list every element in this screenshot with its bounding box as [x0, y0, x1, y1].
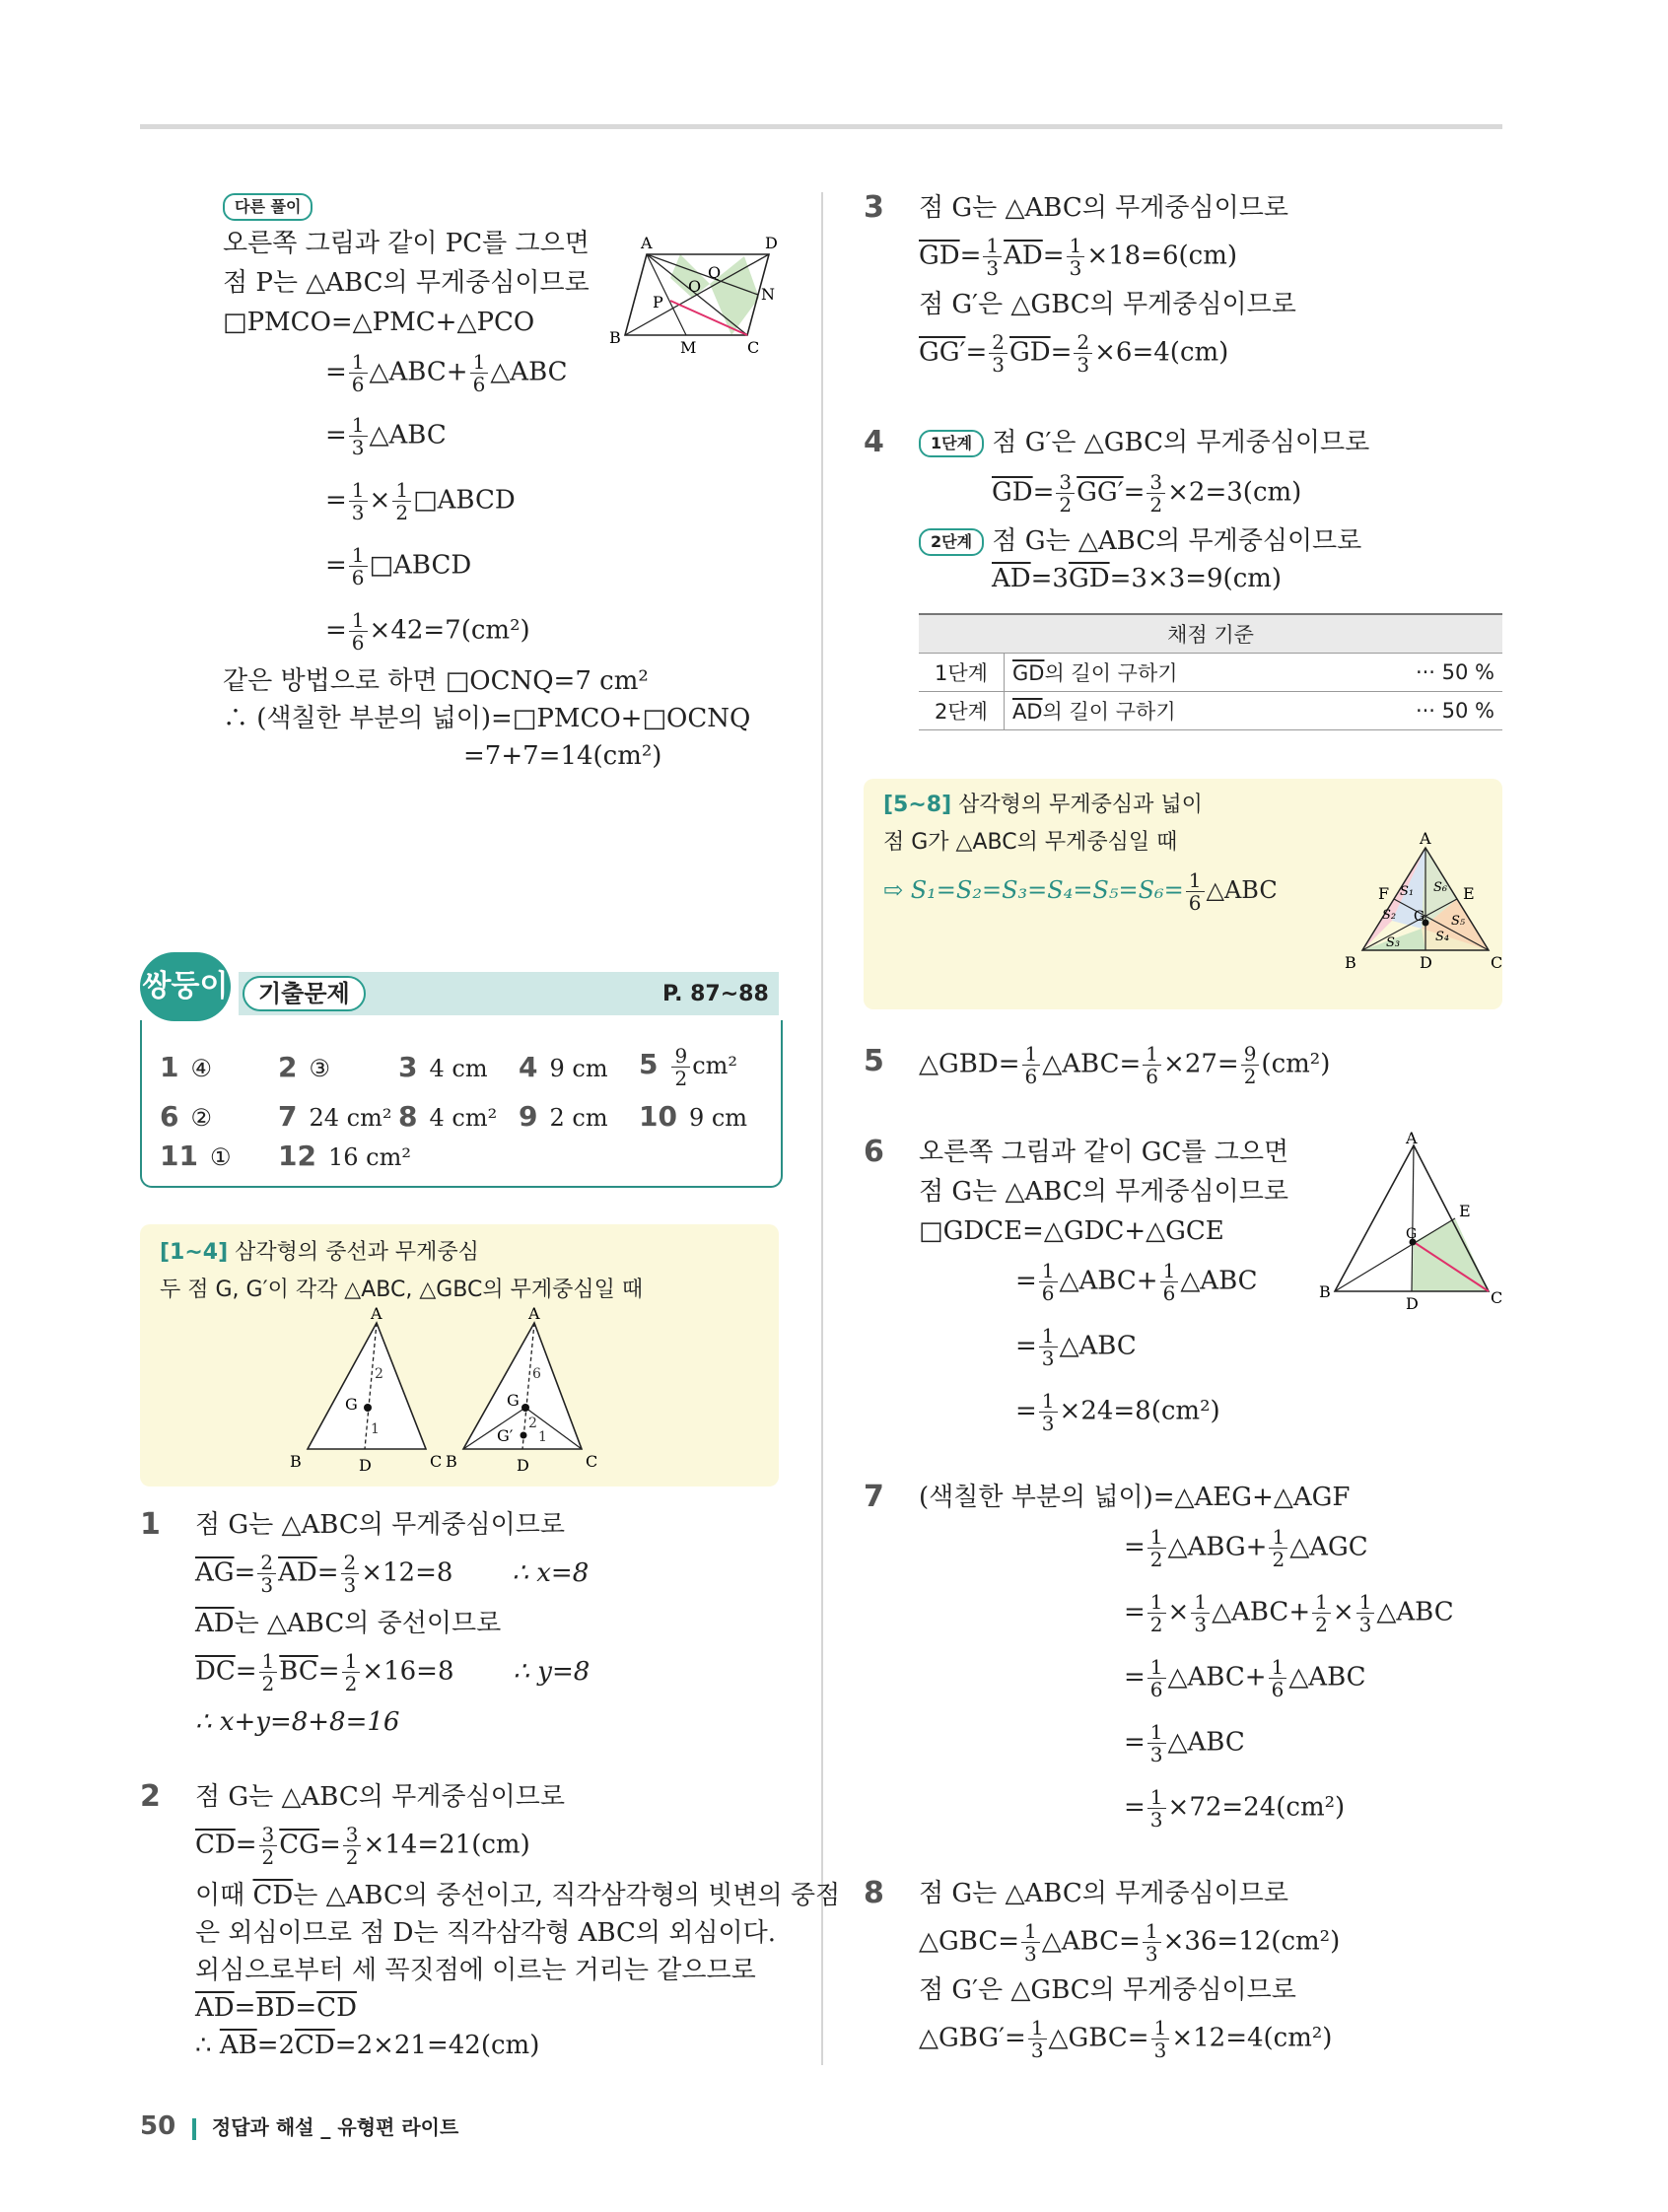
- fig3-label-d: D: [1420, 953, 1432, 972]
- scoring-row-2-text: $\overline{AD}$의 길이 구하기: [1005, 692, 1399, 730]
- triangle-abc-1: [308, 1323, 426, 1449]
- label-d: D: [765, 234, 778, 252]
- p8-line-3: 점 G′은 △GBC의 무게중심이므로: [919, 1975, 1296, 2005]
- summary-box-1-4-desc: 두 점 G, G′이 각각 △ABC, △GBC의 무게중심일 때: [160, 1278, 644, 1302]
- point-g-1: [364, 1404, 372, 1412]
- alt-line-9: 같은 방법으로 하면 □OCNQ=7 cm²: [223, 666, 649, 696]
- p7-line-6: = $\frac{1}{3}$ ×72=24(cm²): [1124, 1785, 1346, 1832]
- column-divider: [821, 192, 823, 2065]
- section-title: 기출문제: [243, 976, 366, 1011]
- p1-line-5: ∴ x+y=8+8=16: [195, 1707, 400, 1737]
- p1-line-2: $\overline{AG}=$ $\frac{2}{3}$ $\overline{AD}=$ $\frac{2}{3}$ ×12=8 ∴ x=8: [195, 1551, 590, 1597]
- answer-12: 12 16 cm²: [278, 1140, 411, 1172]
- answer-5: 5 $\frac{9}{2}$ cm²: [639, 1044, 738, 1090]
- triangle-abc-2: [463, 1323, 582, 1449]
- fig4-label-e: E: [1459, 1202, 1471, 1220]
- fig2-ratio-6: 6: [532, 1366, 541, 1382]
- centroid-figures: [268, 1304, 623, 1477]
- alt-line-5: = $\frac{1}{3}$ △ABC: [325, 413, 447, 459]
- fig2-ratio-1: 1: [538, 1429, 547, 1445]
- p2-line-4: 은 외심이므로 점 D는 직각삼각형 ABC의 외심이다.: [195, 1918, 777, 1948]
- parallelogram-figure: [601, 227, 799, 355]
- fig2-label-a: A: [528, 1304, 540, 1323]
- p4-step2-calc: $\overline{AD}=3\overline{GD}=3\times 3=9(cm)$: [992, 564, 1283, 593]
- fig3-label-s3: S₃: [1386, 935, 1401, 950]
- p4-step2: 2단계 점 G는 △ABC의 무게중심이므로: [919, 522, 1361, 560]
- p7-line-3: = $\frac{1}{2}$ × $\frac{1}{3}$ △ABC+ $\frac{1}{2}$ × $\frac{1}{3}$ △ABC: [1124, 1590, 1454, 1636]
- summary-box-5-8-title: [5~8] 삼각형의 무게중심과 넓이: [883, 793, 1203, 817]
- top-rule: [140, 124, 1502, 129]
- fig1-label-a: A: [371, 1304, 382, 1323]
- alt-line-7: = $\frac{1}{6}$ □ABCD: [325, 543, 472, 589]
- fig4-label-b: B: [1319, 1282, 1331, 1301]
- summary-box-1-4-title: [1~4] 삼각형의 중선과 무게중심: [160, 1240, 479, 1265]
- fig1-label-b: B: [290, 1452, 302, 1471]
- answer-11: 11 ①: [160, 1140, 232, 1172]
- alt-line-1: 오른쪽 그림과 같이 PC를 그으면: [223, 229, 590, 258]
- p8-line-1: 점 G는 △ABC의 무게중심이므로: [919, 1879, 1288, 1908]
- label-m: M: [680, 338, 697, 357]
- scoring-row-1-text: $\overline{GD}$의 길이 구하기: [1005, 654, 1399, 692]
- problem-1-number: 1: [140, 1507, 161, 1542]
- twin-logo: 쌍둥이: [140, 952, 231, 1021]
- fig3-label-s5: S₅: [1451, 914, 1466, 929]
- summary-box-5-8-formula: ⇨ S₁=S₂=S₃=S₄=S₅=S₆= $\frac{1}{6}$ △ABC: [883, 868, 1278, 915]
- p6-line-1: 오른쪽 그림과 같이 GC를 그으면: [919, 1138, 1289, 1167]
- p4-step1-calc: $\overline{GD}=$ $\frac{3}{2}$ GG′= $\frac{3}{2}$ ×2=3(cm): [992, 470, 1302, 517]
- p7-line-5: = $\frac{1}{3}$ △ABC: [1124, 1720, 1245, 1766]
- scoring-table-title: 채점 기준: [919, 614, 1502, 654]
- problem-3-number: 3: [864, 190, 884, 225]
- p4-step1: 1단계 점 G′은 △GBC의 무게중심이므로: [919, 424, 1369, 461]
- label-a: A: [641, 234, 653, 252]
- alt-line-6: = $\frac{1}{3}$ × $\frac{1}{2}$ □ABCD: [325, 478, 516, 524]
- summary-box-1-4: [140, 1224, 779, 1486]
- p1-line-1: 점 G는 △ABC의 무게중심이므로: [195, 1510, 565, 1540]
- p6-line-4: = $\frac{1}{6}$ △ABC+ $\frac{1}{6}$ △ABC: [1015, 1259, 1258, 1305]
- fig3-label-s2: S₂: [1382, 908, 1397, 923]
- alt-line-4: = $\frac{1}{6}$ △ABC+ $\frac{1}{6}$ △ABC: [325, 350, 568, 396]
- page-footer: [140, 2111, 458, 2142]
- problem-6-number: 6: [864, 1135, 884, 1169]
- p2-line-6: $\overline{AD}=\overline{BD}=\overline{CD}$: [195, 1993, 357, 2023]
- alt-line-3: □PMCO=△PMC+△PCO: [223, 308, 535, 337]
- fig4-label-c: C: [1491, 1288, 1503, 1307]
- p2-line-7: ∴ $\overline{AB}=2\overline{CD}=2\times 21=42(cm)$: [195, 2031, 540, 2060]
- alt-line-10: ∴ (색칠한 부분의 넓이)=□PMCO+□OCNQ: [223, 704, 751, 733]
- answer-4: 4 9 cm: [519, 1051, 608, 1083]
- fig3-label-s4: S₄: [1435, 930, 1450, 944]
- p6-line-6: = $\frac{1}{3}$ ×24=8(cm²): [1015, 1389, 1220, 1435]
- problem-8-number: 8: [864, 1876, 884, 1910]
- fig3-label-f: F: [1378, 884, 1390, 903]
- section-pages: P. 87~88: [662, 982, 769, 1006]
- fig3-label-s6: S₆: [1433, 880, 1448, 895]
- p7-line-2: = $\frac{1}{2}$ △ABG+ $\frac{1}{2}$ △AGC: [1124, 1525, 1368, 1571]
- fig3-label-g: G: [1414, 909, 1425, 925]
- alt-line-2: 점 P는 △ABC의 무게중심이므로: [223, 268, 590, 298]
- problem-2-number: 2: [140, 1779, 161, 1814]
- fig2-ratio-2: 2: [528, 1416, 537, 1431]
- fig1-ratio-1: 1: [371, 1421, 380, 1437]
- label-p: P: [653, 293, 663, 311]
- fig3-label-e: E: [1463, 884, 1475, 903]
- scoring-row-1: [919, 654, 1502, 692]
- fig2-label-b: B: [446, 1452, 457, 1471]
- alt-solution-badge: 다른 풀이: [223, 193, 313, 221]
- p8-line-4: △GBG′= $\frac{1}{3}$ △GBC= $\frac{1}{3}$ ×12=4(cm²): [919, 2016, 1333, 2062]
- label-b: B: [609, 328, 621, 347]
- problem-4-number: 4: [864, 425, 884, 459]
- label-n: N: [761, 285, 775, 304]
- p2-line-3: 이때 $\overline{CD}$는 △ABC의 중선이고, 직각삼각형의 빗변의 중점: [195, 1881, 841, 1910]
- fig4-label-a: A: [1406, 1129, 1418, 1147]
- fig3-label-s1: S₁: [1400, 884, 1415, 899]
- label-q: Q: [708, 263, 722, 282]
- answer-1: 1 ④: [160, 1051, 212, 1083]
- label-o: O: [688, 277, 702, 296]
- fig3-label-a: A: [1420, 829, 1431, 848]
- answer-8: 8 4 cm²: [398, 1100, 498, 1133]
- p8-line-2: △GBC= $\frac{1}{3}$ △ABC= $\frac{1}{3}$ ×36=12(cm²): [919, 1919, 1341, 1966]
- p3-line-2: $\overline{GD}=$ $\frac{1}{3}$ $\overline{AD}=$ $\frac{1}{3}$ ×18=6(cm): [919, 234, 1238, 280]
- answer-6: 6 ②: [160, 1100, 212, 1133]
- p3-line-1: 점 G는 △ABC의 무게중심이므로: [919, 193, 1288, 223]
- p3-line-4: GG′= $\frac{2}{3}$ $\overline{GD}=$ $\frac{2}{3}$ ×6=4(cm): [919, 330, 1229, 377]
- p7-line-1: (색칠한 부분의 넓이)=△AEG+△AGF: [919, 1483, 1351, 1512]
- fig3-label-b: B: [1345, 953, 1356, 972]
- scoring-row-2-step: 2단계: [919, 692, 1005, 730]
- fig4-label-g: G: [1406, 1226, 1418, 1242]
- fig2-label-c: C: [586, 1452, 598, 1471]
- p6-line-2: 점 G는 △ABC의 무게중심이므로: [919, 1177, 1288, 1207]
- fig3-label-c: C: [1491, 953, 1503, 972]
- summary-box-5-8-desc: 점 G가 △ABC의 무게중심일 때: [883, 830, 1178, 855]
- scoring-row-2: [919, 692, 1502, 730]
- p5-line: △GBD= $\frac{1}{6}$ △ABC= $\frac{1}{6}$ ×27= $\frac{9}{2}$ (cm²): [919, 1042, 1331, 1088]
- point-g-prime: [521, 1432, 527, 1439]
- problem-5-number: 5: [864, 1044, 884, 1078]
- p2-line-2: $\overline{CD}=$ $\frac{3}{2}$ $\overline{CG}=$ $\frac{3}{2}$ ×14=21(cm): [195, 1823, 530, 1869]
- section-header: [140, 946, 781, 1021]
- footer-separator: [192, 2118, 196, 2140]
- label-c: C: [747, 338, 760, 357]
- summary-box-5-8: [864, 779, 1502, 1009]
- footer-text: 정답과 해설 _ 유형편 라이트: [211, 2115, 459, 2139]
- fig1-label-g: G: [345, 1395, 358, 1414]
- answer-10: 10 9 cm: [639, 1100, 748, 1133]
- alt-line-8: = $\frac{1}{6}$ ×42=7(cm²): [325, 608, 530, 655]
- answer-9: 9 2 cm: [519, 1100, 608, 1133]
- fig2-label-g: G: [507, 1391, 520, 1410]
- scoring-table: [919, 613, 1502, 730]
- fig2-label-d: D: [517, 1456, 529, 1475]
- fig1-label-c: C: [430, 1452, 443, 1471]
- p1-line-4: $\overline{DC}=$ $\frac{1}{2}$ $\overline{BC}=$ $\frac{1}{2}$ ×16=8 ∴ y=8: [195, 1649, 591, 1695]
- scoring-row-1-points: ··· 50 %: [1398, 654, 1502, 692]
- alt-line-11: =7+7=14(cm²): [463, 741, 662, 771]
- fig1-label-d: D: [359, 1456, 372, 1475]
- answer-2: 2 ③: [278, 1051, 330, 1083]
- answer-7: 7 24 cm²: [278, 1100, 392, 1133]
- answer-3: 3 4 cm: [398, 1051, 488, 1083]
- problem-7-number: 7: [864, 1480, 884, 1514]
- p2-line-5: 외심으로부터 세 꼭짓점에 이르는 거리는 같으므로: [195, 1956, 756, 1985]
- p7-line-4: = $\frac{1}{6}$ △ABC+ $\frac{1}{6}$ △ABC: [1124, 1655, 1366, 1701]
- fig1-ratio-2: 2: [375, 1366, 383, 1382]
- scoring-row-2-points: ··· 50 %: [1398, 692, 1502, 730]
- six-areas-figure: [1317, 829, 1503, 1002]
- p2-line-1: 점 G는 △ABC의 무게중심이므로: [195, 1782, 565, 1812]
- shaded-gdce: [1412, 1218, 1489, 1291]
- p6-line-5: = $\frac{1}{3}$ △ABC: [1015, 1324, 1137, 1370]
- fig4-label-d: D: [1406, 1294, 1419, 1313]
- point-g-2: [521, 1404, 529, 1412]
- fig2-label-g-prime: G′: [497, 1426, 514, 1445]
- page-number: 50: [140, 2111, 176, 2141]
- p6-line-3: □GDCE=△GDC+△GCE: [919, 1216, 1224, 1246]
- p1-line-3: $\overline{AD}$는 △ABC의 중선이므로: [195, 1609, 502, 1638]
- p3-line-3: 점 G′은 △GBC의 무게중심이므로: [919, 290, 1296, 319]
- gdce-figure: [1311, 1129, 1508, 1313]
- scoring-row-1-step: 1단계: [919, 654, 1005, 692]
